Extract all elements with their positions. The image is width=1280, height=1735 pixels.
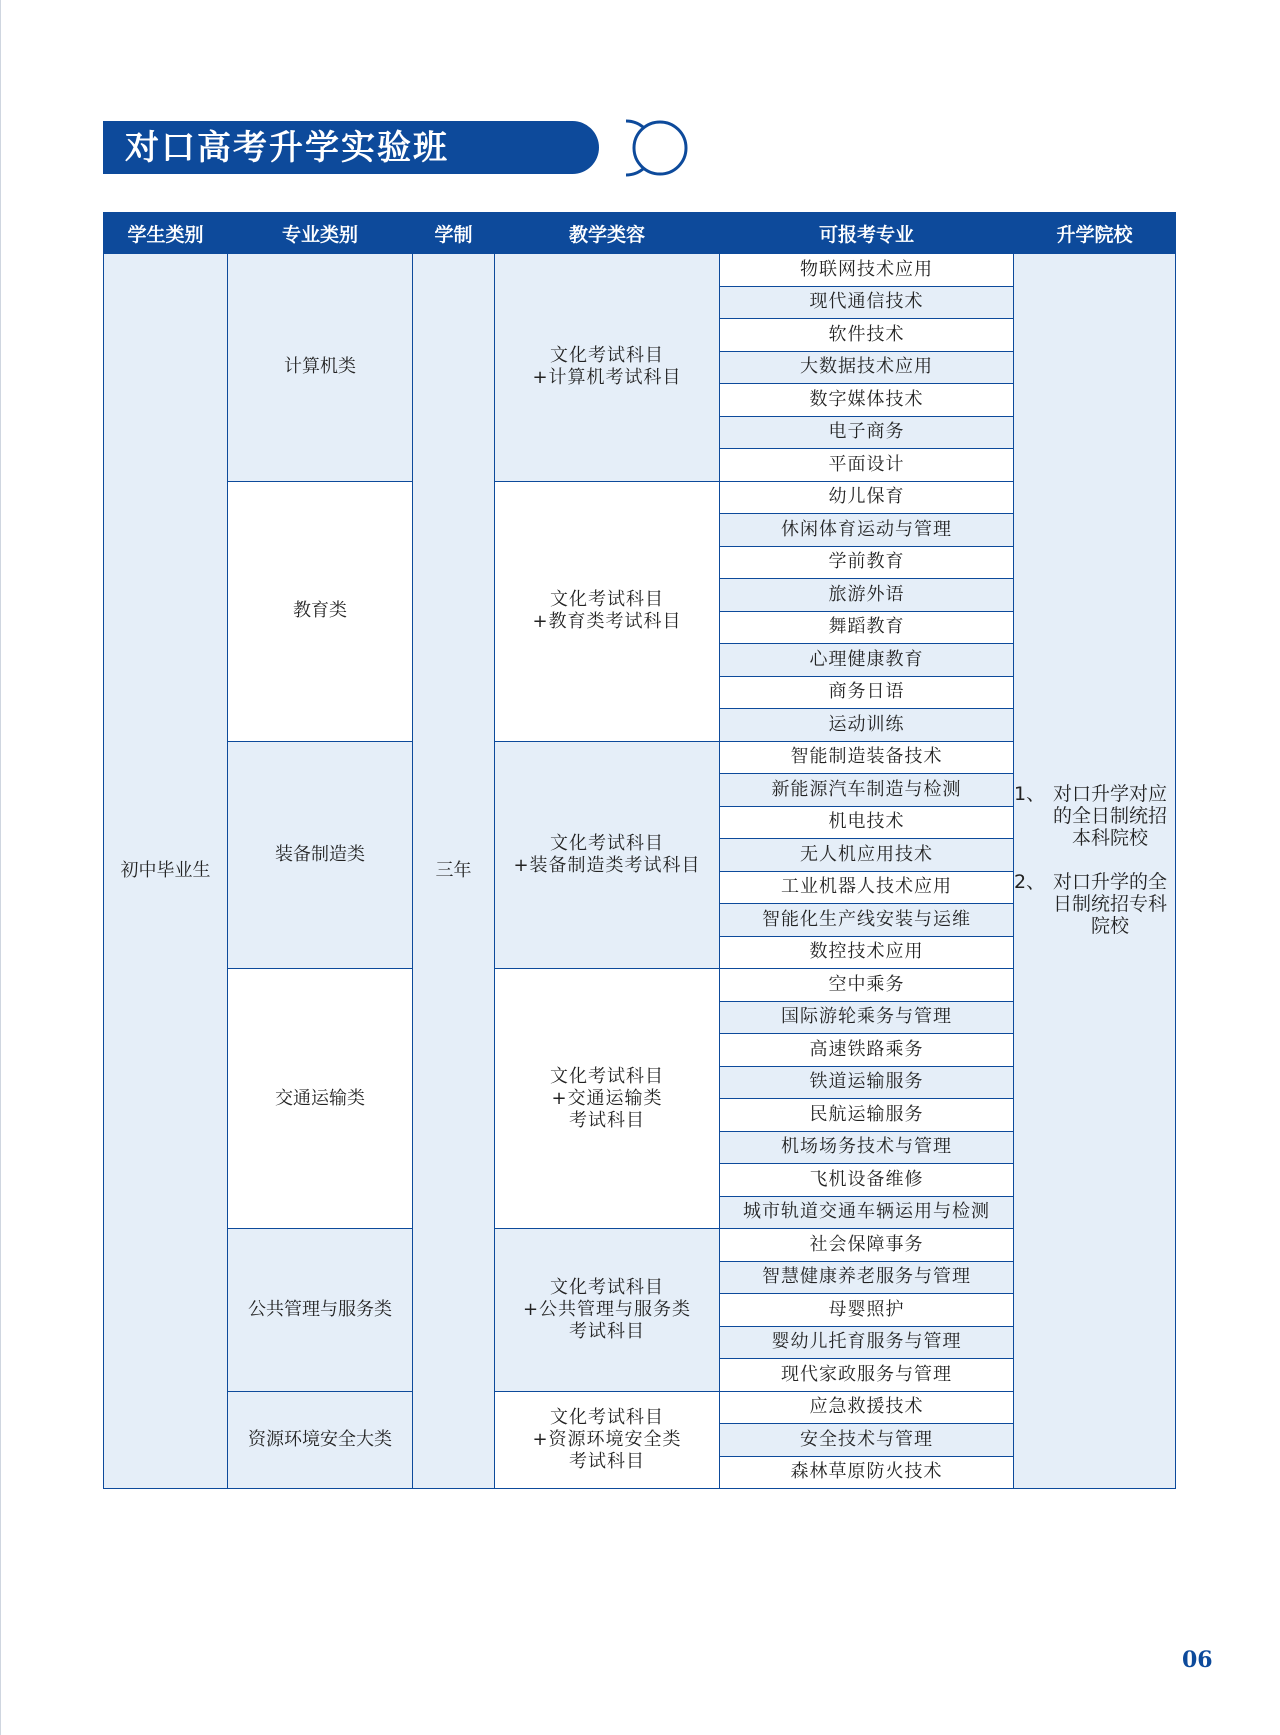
major-cell: 电子商务 xyxy=(720,416,1014,449)
major-cell: 休闲体育运动与管理 xyxy=(720,514,1014,547)
major-cell: 物联网技术应用 xyxy=(720,254,1014,287)
major-cell: 母婴照护 xyxy=(720,1294,1014,1327)
major-cell: 商务日语 xyxy=(720,676,1014,709)
table-row xyxy=(104,254,1176,287)
school-item-text: 对口升学的全日制统招专科院校 xyxy=(1053,871,1168,937)
major-cell: 无人机应用技术 xyxy=(720,839,1014,872)
major-cell: 空中乘务 xyxy=(720,969,1014,1002)
content-line: 文化考试科目 xyxy=(550,589,664,610)
content-cell xyxy=(495,254,720,482)
major-cell: 平面设计 xyxy=(720,449,1014,482)
category-cell: 装备制造类 xyxy=(228,741,413,969)
duration-cell: 三年 xyxy=(413,254,495,1489)
category-cell: 教育类 xyxy=(228,481,413,741)
title-banner xyxy=(103,121,599,174)
header-content: 教学类容 xyxy=(495,213,720,254)
content-cell xyxy=(495,1229,720,1392)
category-cell: 公共管理与服务类 xyxy=(228,1229,413,1392)
major-cell: 铁道运输服务 xyxy=(720,1066,1014,1099)
major-cell: 新能源汽车制造与检测 xyxy=(720,774,1014,807)
table-header-row xyxy=(104,213,1176,254)
content-cell xyxy=(495,969,720,1229)
major-cell: 婴幼儿托育服务与管理 xyxy=(720,1326,1014,1359)
major-cell: 旅游外语 xyxy=(720,579,1014,612)
page-number: 06 xyxy=(1182,1647,1213,1673)
content-cell xyxy=(495,481,720,741)
page-title: 对口高考升学实验班 xyxy=(125,128,449,168)
content-line: +装备制造类考试科目 xyxy=(513,854,701,876)
content-line: 考试科目 xyxy=(569,1320,645,1342)
major-cell: 软件技术 xyxy=(720,319,1014,352)
major-cell: 智能制造装备技术 xyxy=(720,741,1014,774)
content-cell xyxy=(495,1391,720,1489)
major-cell: 飞机设备维修 xyxy=(720,1164,1014,1197)
program-table xyxy=(103,212,1176,1489)
header-category: 专业类别 xyxy=(228,213,413,254)
school-item-number: 1、 xyxy=(1014,783,1046,805)
content-line: 考试科目 xyxy=(569,1109,645,1131)
content-cell xyxy=(495,741,720,969)
category-cell: 计算机类 xyxy=(228,254,413,482)
content-line: 文化考试科目 xyxy=(550,832,664,854)
header-schools: 升学院校 xyxy=(1014,213,1176,254)
major-cell: 运动训练 xyxy=(720,709,1014,742)
major-cell: 现代家政服务与管理 xyxy=(720,1359,1014,1392)
major-cell: 城市轨道交通车辆运用与检测 xyxy=(720,1196,1014,1229)
major-cell: 国际游轮乘务与管理 xyxy=(720,1001,1014,1034)
content-line: 文化考试科目 xyxy=(550,345,664,367)
content-line: +教育类考试科目 xyxy=(532,611,682,632)
header-majors: 可报考专业 xyxy=(720,213,1014,254)
major-cell: 数控技术应用 xyxy=(720,936,1014,969)
major-cell: 现代通信技术 xyxy=(720,286,1014,319)
major-cell: 智能化生产线安装与运维 xyxy=(720,904,1014,937)
major-cell: 心理健康教育 xyxy=(720,644,1014,677)
category-cell: 交通运输类 xyxy=(228,969,413,1229)
school-item-text: 对口升学对应的全日制统招本科院校 xyxy=(1053,783,1168,849)
major-cell: 机电技术 xyxy=(720,806,1014,839)
content-line: +资源环境安全类 xyxy=(532,1428,682,1450)
major-cell: 森林草原防火技术 xyxy=(720,1456,1014,1489)
circle-decoration-icon xyxy=(596,118,690,178)
schools-cell xyxy=(1014,254,1176,1489)
school-item xyxy=(1014,871,1175,937)
major-cell: 民航运输服务 xyxy=(720,1099,1014,1132)
major-cell: 工业机器人技术应用 xyxy=(720,871,1014,904)
major-cell: 幼儿保育 xyxy=(720,481,1014,514)
school-item-number: 2、 xyxy=(1014,871,1046,893)
school-item xyxy=(1014,783,1175,849)
content-line: +计算机考试科目 xyxy=(532,367,682,389)
content-line: 文化考试科目 xyxy=(550,1065,664,1087)
major-cell: 应急救援技术 xyxy=(720,1391,1014,1424)
major-cell: 安全技术与管理 xyxy=(720,1424,1014,1457)
major-cell: 高速铁路乘务 xyxy=(720,1034,1014,1067)
header-student-type: 学生类别 xyxy=(104,213,228,254)
major-cell: 机场场务技术与管理 xyxy=(720,1131,1014,1164)
student-type-cell: 初中毕业生 xyxy=(104,254,228,1489)
major-cell: 数字媒体技术 xyxy=(720,384,1014,417)
major-cell: 学前教育 xyxy=(720,546,1014,579)
content-line: 考试科目 xyxy=(569,1450,645,1472)
major-cell: 舞蹈教育 xyxy=(720,611,1014,644)
major-cell: 大数据技术应用 xyxy=(720,351,1014,384)
content-line: 文化考试科目 xyxy=(550,1406,664,1428)
major-cell: 智慧健康养老服务与管理 xyxy=(720,1261,1014,1294)
content-line: +交通运输类 xyxy=(551,1087,663,1109)
major-cell: 社会保障事务 xyxy=(720,1229,1014,1262)
content-line: +公共管理与服务类 xyxy=(522,1298,692,1320)
category-cell: 资源环境安全大类 xyxy=(228,1391,413,1489)
header-duration: 学制 xyxy=(413,213,495,254)
page-edge xyxy=(0,0,1,1735)
content-line: 文化考试科目 xyxy=(550,1276,664,1298)
